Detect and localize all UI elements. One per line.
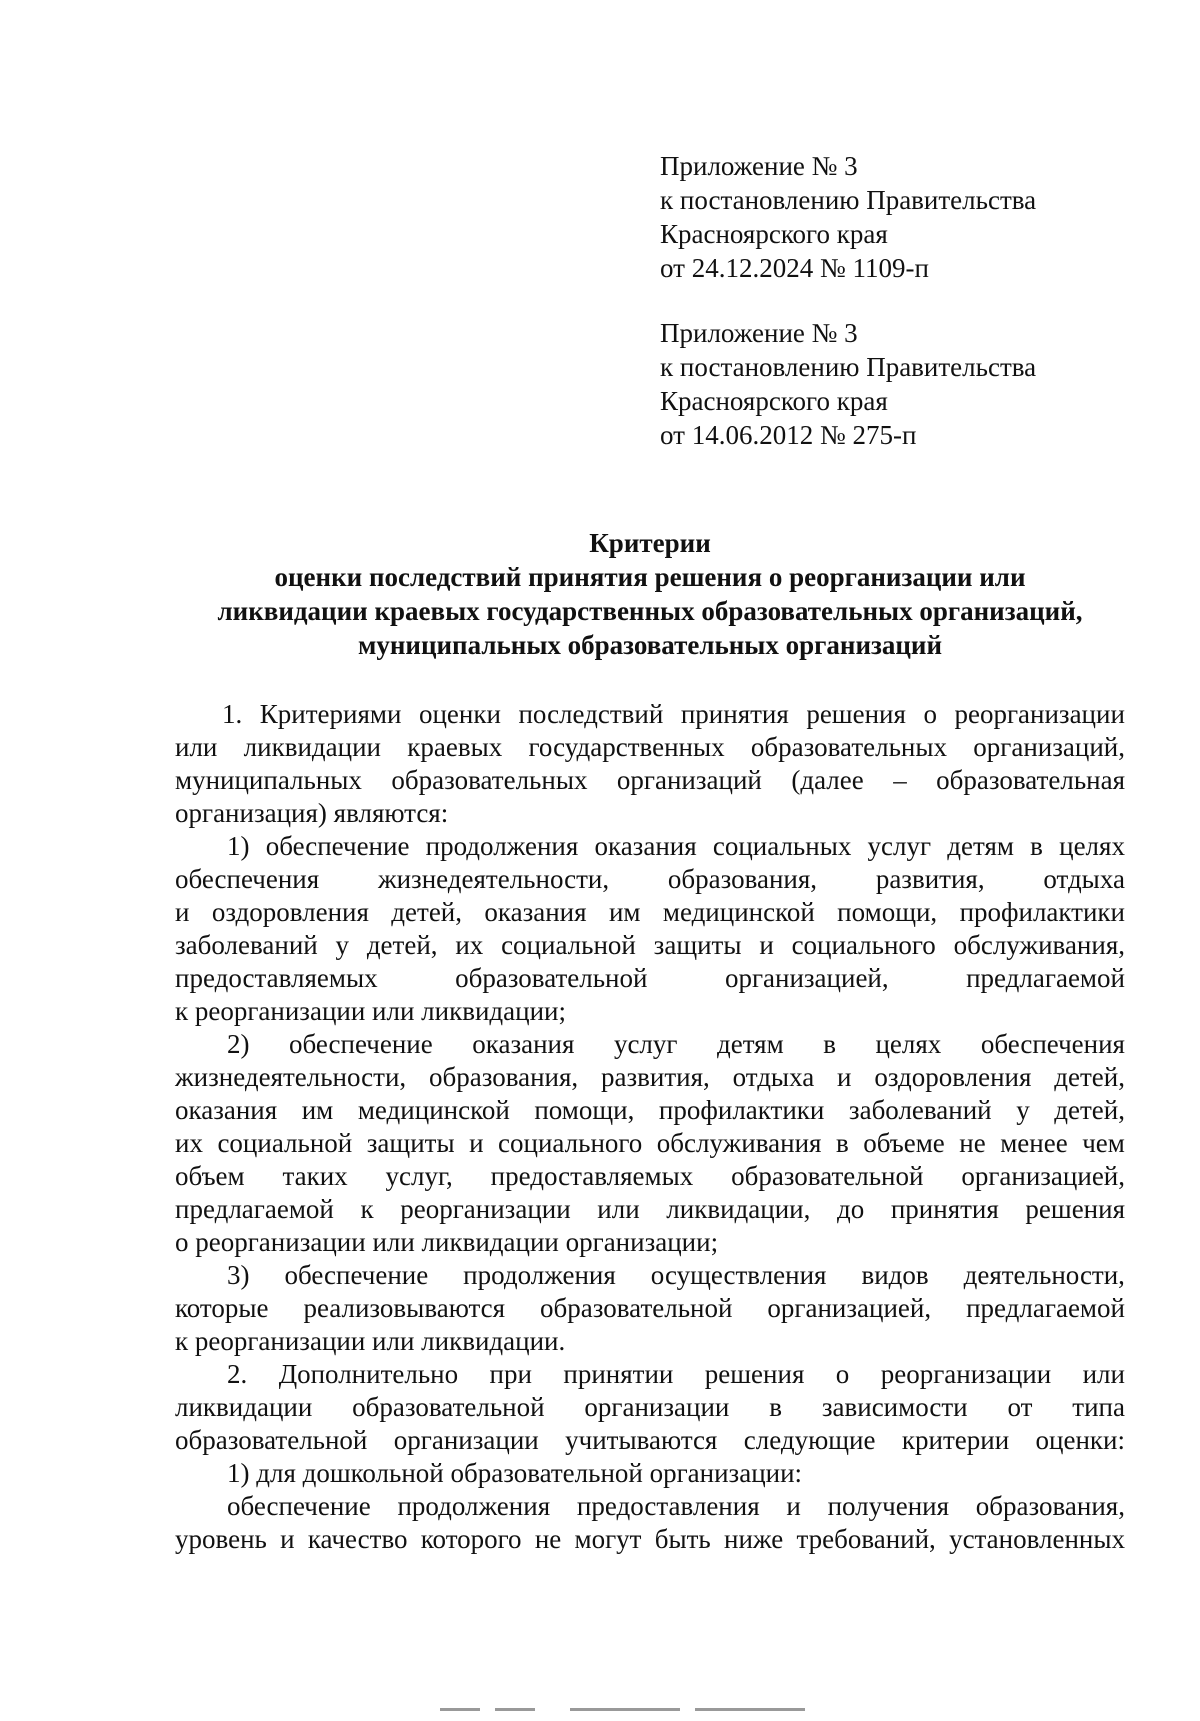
scan-artifact [440, 1708, 810, 1714]
appendix-line: к постановлению Правительства [660, 352, 1037, 382]
body-text-line: ликвидации образовательной организации в зависимости от типа [175, 1392, 1125, 1422]
appendix-line: от 24.12.2024 № 1109-п [660, 253, 929, 283]
body-text-line: 1) для дошкольной образовательной организации: [227, 1458, 803, 1488]
appendix-line: от 14.06.2012 № 275-п [660, 420, 917, 450]
body-text-line: предлагаемой к реорганизации или ликвидации, до принятия решения [175, 1194, 1125, 1224]
appendix-block-original [660, 316, 1140, 452]
appendix-line: Красноярского края [660, 219, 888, 249]
body-text-line: о реорганизации или ликвидации организации; [175, 1227, 719, 1257]
appendix-block-current [660, 149, 1140, 285]
document-body [175, 698, 1125, 1556]
body-text-line: 2) обеспечение оказания услуг детям в целях обеспечения [227, 1029, 1125, 1059]
body-text-line: обеспечения жизнедеятельности, образования, развития, отдыха [175, 864, 1125, 894]
body-lines [175, 698, 1125, 1556]
body-text-line: к реорганизации или ликвидации. [175, 1326, 566, 1356]
body-text-line: организация) являются: [175, 798, 449, 828]
title-line: оценки последствий принятия решения о реорганизации или [274, 562, 1026, 592]
body-text-line: 3) обеспечение продолжения осуществления видов деятельности, [227, 1260, 1125, 1290]
body-text-line: образовательной организации учитываются следующие критерии оценки: [175, 1425, 1125, 1455]
title-line: ликвидации краевых государственных образовательных организаций, [217, 596, 1083, 626]
document-title [175, 526, 1125, 662]
body-text-line: или ликвидации краевых государственных образовательных организаций, [175, 732, 1125, 762]
body-text-line: жизнедеятельности, образования, развития, отдыха и оздоровления детей, [175, 1062, 1125, 1092]
body-text-line: объем таких услуг, предоставляемых образовательной организацией, [175, 1161, 1125, 1191]
body-text-line: их социальной защиты и социального обслуживания в объеме не менее чем [175, 1128, 1125, 1158]
body-text-line: к реорганизации или ликвидации; [175, 996, 566, 1026]
body-text-line: предоставляемых образовательной организацией, предлагаемой [175, 963, 1125, 993]
appendix-line: к постановлению Правительства [660, 185, 1037, 215]
appendix-line: Красноярского края [660, 386, 888, 416]
body-text-line: 2. Дополнительно при принятии решения о реорганизации или [227, 1359, 1125, 1389]
title-heading: Критерии [589, 528, 711, 558]
title-line: муниципальных образовательных организаций [357, 630, 943, 660]
body-text-line: и оздоровления детей, оказания им медицинской помощи, профилактики [175, 897, 1125, 927]
body-text-line: 1. Критериями оценки последствий принятия решения о реорганизации [222, 699, 1125, 729]
appendix-line: Приложение № 3 [660, 151, 858, 181]
body-text-line: 1) обеспечение продолжения оказания социальных услуг детям в целях [227, 831, 1125, 861]
appendix-line: Приложение № 3 [660, 318, 858, 348]
body-text-line: заболеваний у детей, их социальной защиты и социального обслуживания, [175, 930, 1125, 960]
body-text-line: обеспечение продолжения предоставления и получения образования, [227, 1491, 1125, 1521]
body-text-line: муниципальных образовательных организаций (далее – образовательная [175, 765, 1125, 795]
body-text-line: уровень и качество которого не могут быть ниже требований, установленных [175, 1524, 1125, 1554]
body-text-line: которые реализовываются образовательной организацией, предлагаемой [175, 1293, 1125, 1323]
body-text-line: оказания им медицинской помощи, профилактики заболеваний у детей, [175, 1095, 1125, 1125]
